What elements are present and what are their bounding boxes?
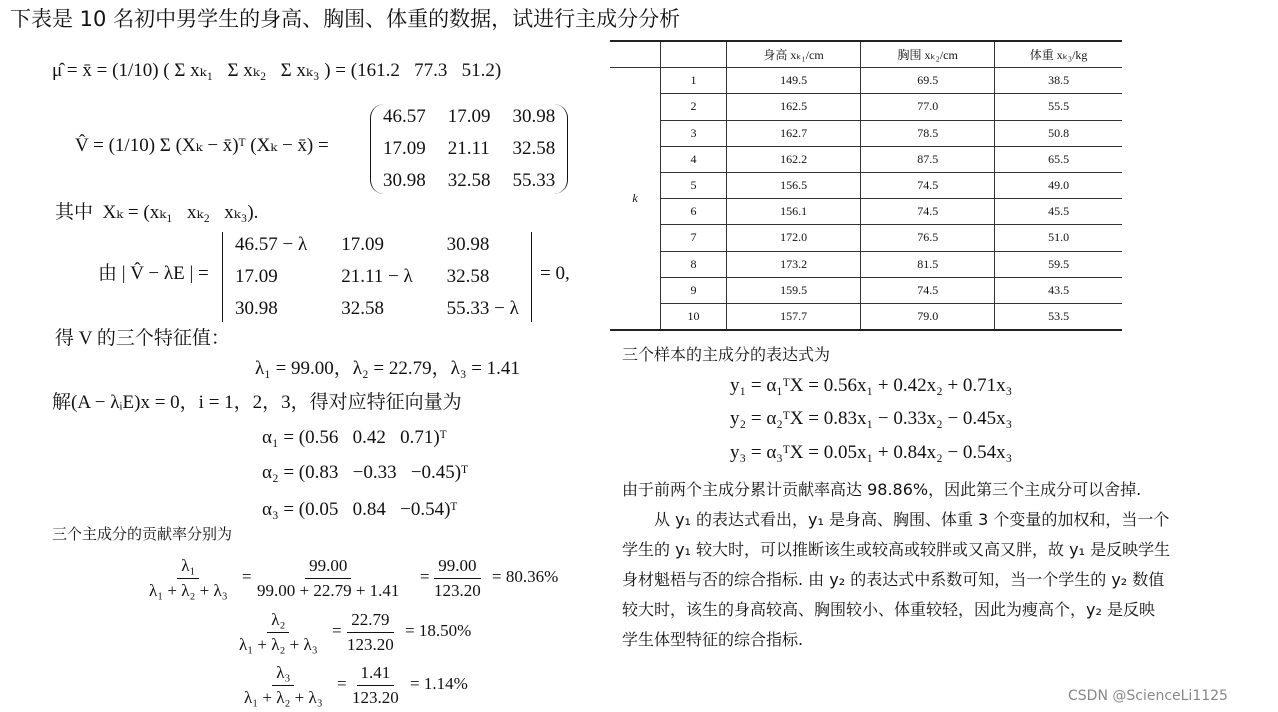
table-cell: 172.0 [727, 225, 861, 251]
table-cell: 43.5 [995, 277, 1122, 303]
table-cell: 156.5 [727, 172, 861, 198]
table-cell: 157.7 [727, 303, 861, 330]
table-cell: 77.0 [861, 94, 995, 120]
table-cell: 79.0 [861, 303, 995, 330]
matrix-cell: 32.58 [447, 170, 491, 191]
matrix-cell: 30.98 [512, 106, 556, 127]
table-cell: 65.5 [995, 146, 1122, 172]
table-cell: 38.5 [995, 68, 1122, 94]
table-cell: 76.5 [861, 225, 995, 251]
equals: = [242, 567, 252, 586]
table-cell: 74.5 [861, 172, 995, 198]
matrix-cell: 46.57 − λ [235, 234, 308, 255]
equals: = [420, 567, 430, 586]
matrix-cell: 46.57 [383, 106, 426, 127]
contribution-1: = 80.36% [492, 567, 559, 586]
solve-line: 解(A − λᵢE)x = 0，i = 1，2，3，得对应特征向量为 [52, 392, 462, 413]
determinant-prefix: 由 | V̂ − λE | = [98, 263, 209, 284]
numerator: λ₂ [267, 610, 289, 633]
table-row [610, 251, 1122, 277]
header-chest: 胸围 xₖ₂/cm [861, 41, 995, 68]
matrix-cell: 30.98 [235, 298, 278, 319]
contribution-2: = 18.50% [405, 621, 472, 640]
eigenvector-2: α₂ = (0.83 −0.33 −0.45)ᵀ [262, 462, 469, 483]
table-row [610, 120, 1122, 146]
contribution-intro: 三个主成分的贡献率分别为 [52, 525, 233, 543]
covariance-matrix [370, 104, 568, 194]
header-weight: 体重 xₖ₃/kg [995, 41, 1122, 68]
matrix-cell: 17.09 [341, 234, 384, 255]
expression-intro: 三个样本的主成分的表达式为 [622, 345, 831, 364]
table-header-row [610, 41, 1122, 68]
mean-formula: μ̂ = x̄ = (1/10) ( Σ xₖ₁ Σ xₖ₂ Σ xₖ₃ ) = (161.2 77.3 51.2) [52, 60, 502, 81]
row-index: 2 [661, 94, 727, 120]
table-cell: 162.2 [727, 146, 861, 172]
table-cell: 173.2 [727, 251, 861, 277]
conclusion: 由于前两个主成分累计贡献率高达 98.86%，因此第三个主成分可以舍掉. [622, 480, 1142, 499]
table-cell: 156.1 [727, 199, 861, 225]
fraction [343, 610, 398, 655]
paragraph-line: 从 y₁ 的表达式看出，y₁ 是身高、胸围、体重 3 个变量的加权和，当一个 [622, 510, 1170, 529]
denominator: λ₁ + λ₂ + λ₃ [149, 581, 228, 600]
table-cell: 162.7 [727, 120, 861, 146]
table-cell: 49.0 [995, 172, 1122, 198]
table-cell: 74.5 [861, 199, 995, 225]
paragraph-line: 身材魁梧与否的综合指标. 由 y₂ 的表达式中系数可知，当一个学生的 y₂ 数值 [622, 570, 1165, 589]
equals: = [337, 674, 347, 693]
table-cell: 87.5 [861, 146, 995, 172]
denominator: λ₁ + λ₂ + λ₃ [239, 635, 318, 654]
table-cell: 69.5 [861, 68, 995, 94]
numerator: λ₃ [272, 663, 294, 686]
matrix-cell: 32.58 [341, 298, 384, 319]
eigen-intro: 得 V 的三个特征值： [55, 328, 230, 349]
row-index: 7 [661, 225, 727, 251]
row-index: 6 [661, 199, 727, 225]
fraction [430, 556, 485, 601]
fraction [240, 663, 327, 708]
header-height: 身高 xₖ₁/cm [727, 41, 861, 68]
expression-y3: y₃ = α₃ᵀX = 0.05x₁ + 0.84x₂ − 0.54x₃ [730, 442, 1013, 463]
matrix-cell: 17.09 [447, 106, 491, 127]
table-cell: 149.5 [727, 68, 861, 94]
matrix-cell: 30.98 [446, 234, 490, 255]
table-cell: 55.5 [995, 94, 1122, 120]
equals: = [332, 621, 342, 640]
matrix-cell: 55.33 − λ [446, 298, 519, 319]
fraction [145, 556, 232, 601]
determinant-suffix: = 0, [540, 263, 570, 284]
row-index: 3 [661, 120, 727, 146]
eigenvector-3: α₃ = (0.05 0.84 −0.54)ᵀ [262, 499, 458, 520]
matrix-cell: 55.33 [512, 170, 556, 191]
eigenvalues: λ₁ = 99.00，λ₂ = 22.79，λ₃ = 1.41 [255, 358, 520, 379]
table-row [610, 277, 1122, 303]
table-cell: 81.5 [861, 251, 995, 277]
table-cell: 162.5 [727, 94, 861, 120]
paragraph-line: 学生的 y₁ 较大时，可以推断该生或较高或较胖或又高又胖，故 y₁ 是反映学生 [622, 540, 1171, 559]
table-cell: 74.5 [861, 277, 995, 303]
table-row [610, 68, 1122, 94]
matrix-cell: 32.58 [512, 138, 556, 159]
student-data-table [610, 40, 1122, 331]
row-label-k: k [610, 68, 661, 330]
matrix-cell: 30.98 [383, 170, 426, 191]
denominator: 123.20 [352, 688, 399, 707]
table-cell: 45.5 [995, 199, 1122, 225]
expression-y2: y₂ = α₂ᵀX = 0.83x₁ − 0.33x₂ − 0.45x₃ [730, 408, 1013, 429]
table-row [610, 172, 1122, 198]
numerator: 1.41 [357, 663, 395, 686]
table-row [610, 94, 1122, 120]
expression-y1: y₁ = α₁ᵀX = 0.56x₁ + 0.42x₂ + 0.71x₃ [730, 375, 1013, 396]
header-blank [610, 41, 661, 68]
matrix-cell: 21.11 − λ [341, 266, 413, 287]
fraction [348, 663, 403, 708]
denominator: 99.00 + 22.79 + 1.41 [257, 581, 400, 600]
numerator: 99.00 [305, 556, 351, 579]
row-index: 1 [661, 68, 727, 94]
table-cell: 59.5 [995, 251, 1122, 277]
numerator: 99.00 [434, 556, 480, 579]
matrix-cell: 17.09 [235, 266, 278, 287]
table-cell: 53.5 [995, 303, 1122, 330]
covariance-formula: V̂ = (1/10) Σ (Xₖ − x̄)ᵀ (Xₖ − x̄) = [75, 135, 329, 156]
numerator: λ₁ [177, 556, 199, 579]
eigenvector-1: α₁ = (0.56 0.42 0.71)ᵀ [262, 427, 447, 448]
fraction [253, 556, 403, 601]
paragraph-line: 较大时，该生的身高较高、胸围较小、体重较轻，因此为瘦高个，y₂ 是反映 [622, 600, 1155, 619]
denominator: 123.20 [434, 581, 481, 600]
table-cell: 78.5 [861, 120, 995, 146]
fraction [235, 610, 322, 655]
numerator: 22.79 [347, 610, 393, 633]
row-index: 8 [661, 251, 727, 277]
row-index: 4 [661, 146, 727, 172]
paragraph-line: 学生体型特征的综合指标. [622, 630, 804, 649]
header-blank [661, 41, 727, 68]
determinant-matrix [222, 232, 532, 322]
table-row [610, 303, 1122, 330]
matrix-cell: 21.11 [447, 138, 490, 159]
table-cell: 159.5 [727, 277, 861, 303]
matrix-cell: 17.09 [383, 138, 426, 159]
denominator: λ₁ + λ₂ + λ₃ [244, 688, 323, 707]
contribution-3: = 1.14% [410, 674, 468, 693]
watermark: CSDN @ScienceLi1125 [1068, 688, 1228, 704]
table-row [610, 225, 1122, 251]
row-index: 5 [661, 172, 727, 198]
where-line: 其中 Xₖ = (xₖ₁ xₖ₂ xₖ₃). [55, 202, 259, 223]
denominator: 123.20 [347, 635, 394, 654]
table-row [610, 199, 1122, 225]
row-index: 10 [661, 303, 727, 330]
matrix-cell: 32.58 [446, 266, 490, 287]
row-index: 9 [661, 277, 727, 303]
table-cell: 51.0 [995, 225, 1122, 251]
table-cell: 50.8 [995, 120, 1122, 146]
table-row [610, 146, 1122, 172]
problem-title: 下表是 10 名初中男学生的身高、胸围、体重的数据，试进行主成分分析 [10, 7, 681, 31]
